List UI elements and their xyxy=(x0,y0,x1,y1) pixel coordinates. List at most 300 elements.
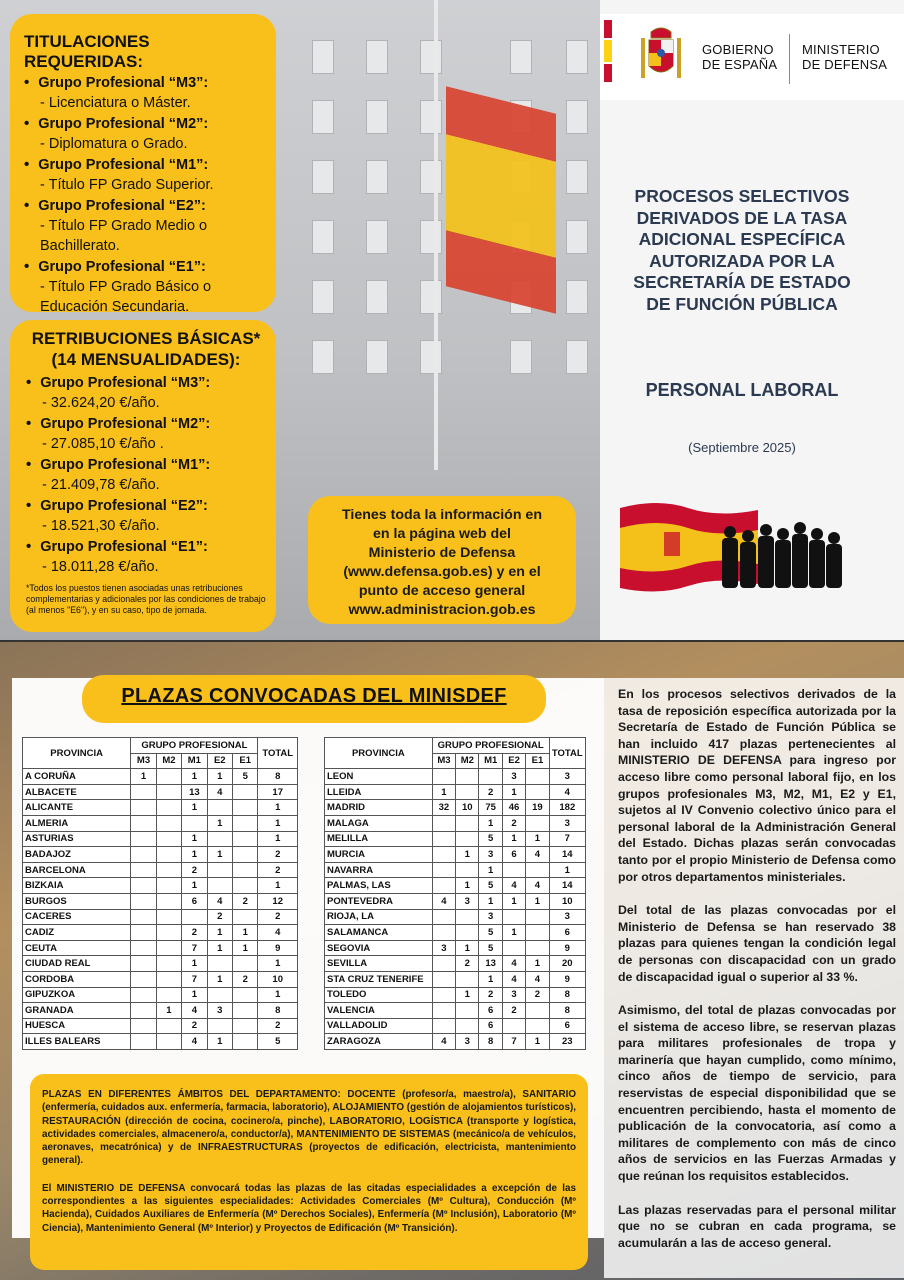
titulacion-value: - Título FP Grado Básico o xyxy=(40,279,212,295)
grupo-cell: 19 xyxy=(526,800,549,816)
building-window xyxy=(312,340,334,374)
grupo-cell xyxy=(432,971,455,987)
grupo-cell xyxy=(502,1018,525,1034)
grupo-cell xyxy=(131,815,156,831)
provincia-cell: SEGOVIA xyxy=(325,940,433,956)
total-cell: 1 xyxy=(258,987,298,1003)
grupo-cell: 3 xyxy=(502,769,525,785)
retribucion-value: - 32.624,20 €/año. xyxy=(42,395,160,411)
table-row xyxy=(23,956,298,972)
total-cell: 2 xyxy=(258,1018,298,1034)
grupo-cell xyxy=(233,815,258,831)
building-window xyxy=(366,40,388,74)
cover-title xyxy=(612,186,872,315)
table-row xyxy=(23,1018,298,1034)
building-window xyxy=(312,40,334,74)
grupo-cell: 1 xyxy=(207,1034,232,1050)
grupo-cell xyxy=(233,847,258,863)
grupo-cell: 1 xyxy=(479,893,502,909)
retribucion-value: - 18.521,30 €/año. xyxy=(42,518,160,534)
coat-of-arms-icon xyxy=(638,24,684,90)
ambitos-paragraph-1: PLAZAS EN DIFERENTES ÁMBITOS DEL DEPARTAMENTO: DOCENTE (profesor/a, maestro/a), SANITARIO (enfermería, cuidados aux. enfermería, farmacia, laboratorio), ALOJAMIENTO (gestión de alojamientos turísticos), RESTAURACIÓN (dirección de cocina, cocinero/a, pinche), LABORATORIO, LOGÍSTICA (transporte y logística, actividades comerciales, almacenero/a, conductor/a), MANTENIMIENTO DE SISTEMAS (mecánico/a de vehículos, aeronaves, mecatrónica) y de INFRAESTRUCTURAS (proyectos de edificación, electricista, mantenimiento general). xyxy=(42,1089,576,1167)
provincia-cell: CADIZ xyxy=(23,925,131,941)
provincia-cell: RIOJA, LA xyxy=(325,909,433,925)
table-row xyxy=(325,862,586,878)
titulaciones-list xyxy=(24,73,264,317)
retribucion-group: • Grupo Profesional “M3”: xyxy=(26,373,266,393)
col-e1: E1 xyxy=(233,753,258,769)
grupo-cell xyxy=(526,1018,549,1034)
grupo-cell: 2 xyxy=(479,987,502,1003)
retribuciones-note: *Todos los puestos tienen asociadas unas retribuciones complementarias y adicionales por las condiciones de trabajo (al menos "E6"), y en su caso, tipo de jornada. xyxy=(26,583,266,615)
col-m3: M3 xyxy=(131,753,156,769)
titulacion-value: Bachillerato. xyxy=(40,238,120,254)
table-row xyxy=(23,769,298,785)
grupo-cell xyxy=(131,847,156,863)
building-window xyxy=(312,100,334,134)
grupo-cell xyxy=(156,971,181,987)
table-row xyxy=(23,893,298,909)
provincia-cell: BIZKAIA xyxy=(23,878,131,894)
grupo-cell xyxy=(432,862,455,878)
table-row xyxy=(325,784,586,800)
grupo-cell: 2 xyxy=(207,909,232,925)
grupo-cell xyxy=(456,784,479,800)
grupo-cell: 1 xyxy=(182,987,207,1003)
grupo-cell xyxy=(233,831,258,847)
titulacion-group: • Grupo Profesional “E1”: xyxy=(24,257,264,277)
espana-label: DE ESPAÑA xyxy=(702,57,778,72)
grupo-cell: 4 xyxy=(526,847,549,863)
grupo-cell: 1 xyxy=(479,971,502,987)
grupo-cell: 1 xyxy=(479,815,502,831)
grupo-cell: 1 xyxy=(432,784,455,800)
grupo-cell: 6 xyxy=(479,1003,502,1019)
grupo-cell xyxy=(432,1018,455,1034)
grupo-cell: 1 xyxy=(233,940,258,956)
table-row xyxy=(325,769,586,785)
grupo-cell: 13 xyxy=(182,784,207,800)
grupo-cell xyxy=(131,956,156,972)
total-cell: 9 xyxy=(258,940,298,956)
retribuciones-list xyxy=(26,373,266,577)
building-window xyxy=(510,40,532,74)
total-cell: 17 xyxy=(258,784,298,800)
cover-title-line: ADICIONAL ESPECÍFICA xyxy=(638,229,846,249)
grupo-cell: 4 xyxy=(207,893,232,909)
grupo-cell: 1 xyxy=(156,1003,181,1019)
grupo-cell: 75 xyxy=(479,800,502,816)
titulacion-group: • Grupo Profesional “M2”: xyxy=(24,114,264,134)
table-row xyxy=(325,987,586,1003)
grupo-cell xyxy=(456,1018,479,1034)
grupo-cell xyxy=(207,1018,232,1034)
info-line: Ministerio de Defensa xyxy=(368,545,516,561)
grupo-cell: 4 xyxy=(432,1034,455,1050)
building-window xyxy=(420,40,442,74)
flag-people-illustration xyxy=(618,498,850,598)
provincia-cell: ALMERIA xyxy=(23,815,131,831)
cover-subtitle: PERSONAL LABORAL xyxy=(645,380,839,400)
table-row xyxy=(325,1034,586,1050)
total-cell: 8 xyxy=(549,1003,585,1019)
info-line-administracion-link[interactable]: www.administracion.gob.es xyxy=(348,602,536,618)
grupo-cell: 1 xyxy=(182,800,207,816)
cover-title-line: PROCESOS SELECTIVOS xyxy=(634,186,850,206)
building-window xyxy=(366,340,388,374)
grupo-cell: 6 xyxy=(479,1018,502,1034)
grupo-cell xyxy=(456,769,479,785)
spain-flag-photo xyxy=(446,86,556,313)
provincia-cell: VALENCIA xyxy=(325,1003,433,1019)
col-e1: E1 xyxy=(526,753,549,769)
total-cell: 3 xyxy=(549,769,585,785)
info-box xyxy=(308,496,576,624)
provincia-cell: ILLES BALEARS xyxy=(23,1034,131,1050)
total-cell: 8 xyxy=(258,1003,298,1019)
provincia-cell: HUESCA xyxy=(23,1018,131,1034)
grupo-cell xyxy=(156,847,181,863)
grupo-cell: 4 xyxy=(182,1034,207,1050)
grupo-cell: 5 xyxy=(479,831,502,847)
grupo-cell xyxy=(526,769,549,785)
ministerio-label: MINISTERIO xyxy=(802,42,880,57)
gobierno-label: GOBIERNO xyxy=(702,42,774,57)
cover-title-line: DE FUNCIÓN PÚBLICA xyxy=(646,293,838,314)
titulaciones-header: TITULACIONES REQUERIDAS: xyxy=(24,32,150,71)
grupo-cell xyxy=(156,800,181,816)
total-cell: 3 xyxy=(549,815,585,831)
info-paragraph-4: Las plazas reservadas para el personal militar que no se cubran en cada programa, se acumularán a las de acceso general. xyxy=(618,1202,896,1250)
grupo-cell xyxy=(233,784,258,800)
total-cell: 23 xyxy=(549,1034,585,1050)
provincia-cell: MELILLA xyxy=(325,831,433,847)
table-row xyxy=(23,815,298,831)
grupo-cell xyxy=(156,893,181,909)
grupo-cell xyxy=(182,909,207,925)
cover-date: (Septiembre 2025) xyxy=(688,440,796,455)
cover-title-line: DERIVADOS DE LA TASA xyxy=(636,207,848,228)
grupo-cell xyxy=(131,1018,156,1034)
provincia-cell: LLEIDA xyxy=(325,784,433,800)
grupo-cell xyxy=(207,831,232,847)
provincia-cell: ASTURIAS xyxy=(23,831,131,847)
grupo-cell: 1 xyxy=(456,987,479,1003)
titulacion-group: • Grupo Profesional “M3”: xyxy=(24,73,264,93)
retribucion-value: - 18.011,28 €/año. xyxy=(42,559,159,575)
grupo-cell: 1 xyxy=(182,847,207,863)
grupo-cell: 7 xyxy=(502,1034,525,1050)
provincia-cell: LEON xyxy=(325,769,433,785)
grupo-cell xyxy=(233,1034,258,1050)
col-e2: E2 xyxy=(207,753,232,769)
grupo-cell xyxy=(207,878,232,894)
table-row xyxy=(325,800,586,816)
provincia-cell: NAVARRA xyxy=(325,862,433,878)
grupo-cell xyxy=(156,878,181,894)
total-cell: 10 xyxy=(258,971,298,987)
grupo-cell xyxy=(233,909,258,925)
provincia-cell: CORDOBA xyxy=(23,971,131,987)
table-row xyxy=(325,956,586,972)
total-cell: 9 xyxy=(549,940,585,956)
grupo-cell: 1 xyxy=(526,956,549,972)
titulaciones-box xyxy=(10,14,276,315)
grupo-cell xyxy=(456,909,479,925)
grupo-cell: 5 xyxy=(233,769,258,785)
table-row xyxy=(23,909,298,925)
defensa-label: DE DEFENSA xyxy=(802,57,888,72)
grupo-cell: 6 xyxy=(502,847,525,863)
provincia-cell: GRANADA xyxy=(23,1003,131,1019)
grupo-cell: 3 xyxy=(456,1034,479,1050)
grupo-cell: 2 xyxy=(502,1003,525,1019)
grupo-cell xyxy=(432,925,455,941)
grupo-cell xyxy=(131,925,156,941)
provincia-cell: VALLADOLID xyxy=(325,1018,433,1034)
plazas-section xyxy=(0,642,904,1280)
total-cell: 4 xyxy=(258,925,298,941)
grupo-cell xyxy=(131,831,156,847)
col-grupo-profesional: GRUPO PROFESIONAL xyxy=(432,738,549,754)
provincia-cell: BADAJOZ xyxy=(23,847,131,863)
grupo-cell xyxy=(456,815,479,831)
provincia-cell: SALAMANCA xyxy=(325,925,433,941)
grupo-cell xyxy=(432,987,455,1003)
provincia-cell: ALBACETE xyxy=(23,784,131,800)
grupo-cell: 3 xyxy=(479,909,502,925)
provincia-cell: STA CRUZ TENERIFE xyxy=(325,971,433,987)
total-cell: 2 xyxy=(258,909,298,925)
grupo-cell xyxy=(526,1003,549,1019)
titulacion-value: - Título FP Grado Medio o xyxy=(40,218,208,234)
provincia-cell: ZARAGOZA xyxy=(325,1034,433,1050)
grupo-cell: 1 xyxy=(207,815,232,831)
table-row xyxy=(325,878,586,894)
grupo-cell: 1 xyxy=(502,925,525,941)
grupo-cell xyxy=(233,862,258,878)
flag-stripe-yellow xyxy=(604,40,612,62)
building-window xyxy=(366,100,388,134)
grupo-cell xyxy=(156,1034,181,1050)
header-divider xyxy=(789,34,790,84)
grupo-cell xyxy=(156,909,181,925)
grupo-cell xyxy=(131,940,156,956)
total-cell: 1 xyxy=(258,831,298,847)
grupo-cell: 4 xyxy=(432,893,455,909)
provincia-cell: A CORUÑA xyxy=(23,769,131,785)
building-window xyxy=(312,160,334,194)
col-provincia: PROVINCIA xyxy=(325,738,433,769)
grupo-cell: 3 xyxy=(456,893,479,909)
provincia-cell: MALAGA xyxy=(325,815,433,831)
grupo-cell: 8 xyxy=(479,1034,502,1050)
grupo-cell xyxy=(233,987,258,1003)
plazas-title-box xyxy=(82,675,546,723)
provincia-cell: MURCIA xyxy=(325,847,433,863)
titulacion-value: - Título FP Grado Superior. xyxy=(40,177,214,193)
building-window xyxy=(510,340,532,374)
grupo-cell xyxy=(131,1003,156,1019)
grupo-cell xyxy=(526,925,549,941)
grupo-cell: 1 xyxy=(502,784,525,800)
grupo-cell xyxy=(233,956,258,972)
total-cell: 182 xyxy=(549,800,585,816)
cover-title-line: AUTORIZADA POR LA xyxy=(649,250,835,271)
grupo-cell: 1 xyxy=(502,893,525,909)
table-row xyxy=(23,940,298,956)
table-row xyxy=(325,815,586,831)
info-paragraph-3: Asimismo, del total de plazas convocadas por el sistema de acceso libre, se reservan plazas para militares profesionales de tropa y marinería que hayan cumplido, como mínimo, cinco años de tiempo de servicio, para reservistas de especial disponibilidad que se encuentren percibiendo, hasta el momento de publicación de la convocatoria, así como a militares de complemento con más de cinco años de servicios en las Fuerzas Armadas y que reúnan los requisitos establecidos. xyxy=(618,1003,896,1184)
grupo-cell: 1 xyxy=(479,862,502,878)
grupo-cell xyxy=(131,1034,156,1050)
grupo-cell: 10 xyxy=(456,800,479,816)
building-window xyxy=(566,40,588,74)
total-cell: 6 xyxy=(549,1018,585,1034)
grupo-cell xyxy=(131,800,156,816)
grupo-cell: 5 xyxy=(479,940,502,956)
building-window xyxy=(366,160,388,194)
table-row xyxy=(23,800,298,816)
total-cell: 1 xyxy=(549,862,585,878)
table-row xyxy=(23,847,298,863)
building-window xyxy=(420,220,442,254)
government-header xyxy=(600,14,904,100)
grupo-cell: 3 xyxy=(432,940,455,956)
building-window xyxy=(566,220,588,254)
grupo-cell xyxy=(131,784,156,800)
building-window xyxy=(312,280,334,314)
grupo-cell: 2 xyxy=(233,971,258,987)
provincia-cell: TOLEDO xyxy=(325,987,433,1003)
info-line-defensa-link[interactable]: (www.defensa.gob.es) y en el xyxy=(343,564,541,580)
grupo-cell xyxy=(432,831,455,847)
grupo-cell: 2 xyxy=(233,893,258,909)
grupo-cell xyxy=(233,878,258,894)
table-row xyxy=(325,909,586,925)
grupo-cell: 1 xyxy=(182,956,207,972)
building-window xyxy=(566,340,588,374)
provincia-cell: MADRID xyxy=(325,800,433,816)
total-cell: 1 xyxy=(258,800,298,816)
building-window xyxy=(420,280,442,314)
grupo-cell xyxy=(182,815,207,831)
total-cell: 2 xyxy=(258,862,298,878)
grupo-cell xyxy=(156,831,181,847)
info-paragraph-2: Del total de las plazas convocadas por el Ministerio de Defensa se han reservado 38 plazas para quienes tengan la condición legal de personas con discapacidad con un grado de discapacidad igual o superior al 33 %. xyxy=(618,903,896,984)
grupo-cell: 1 xyxy=(526,1034,549,1050)
plazas-table-right xyxy=(324,737,586,1050)
grupo-cell xyxy=(156,1018,181,1034)
total-cell: 12 xyxy=(258,893,298,909)
provincia-cell: CEUTA xyxy=(23,940,131,956)
grupo-cell: 1 xyxy=(207,847,232,863)
provincia-cell: ALICANTE xyxy=(23,800,131,816)
plazas-table-left xyxy=(22,737,298,1050)
grupo-cell: 1 xyxy=(526,893,549,909)
grupo-cell xyxy=(156,815,181,831)
provincia-cell: CACERES xyxy=(23,909,131,925)
provincia-cell: PONTEVEDRA xyxy=(325,893,433,909)
provincia-cell: SEVILLA xyxy=(325,956,433,972)
grupo-cell: 1 xyxy=(182,878,207,894)
grupo-cell: 1 xyxy=(207,971,232,987)
ambitos-box xyxy=(30,1074,588,1270)
grupo-cell xyxy=(156,784,181,800)
grupo-cell xyxy=(456,1003,479,1019)
info-line: punto de acceso general xyxy=(358,583,526,599)
grupo-cell xyxy=(432,878,455,894)
grupo-cell: 1 xyxy=(526,831,549,847)
grupo-cell xyxy=(233,800,258,816)
grupo-cell: 46 xyxy=(502,800,525,816)
retribuciones-box xyxy=(10,320,276,632)
grupo-cell xyxy=(432,909,455,925)
grupo-cell xyxy=(456,925,479,941)
info-line: Tienes toda la información en xyxy=(342,507,542,523)
grupo-cell xyxy=(526,940,549,956)
grupo-cell: 2 xyxy=(182,862,207,878)
col-provincia: PROVINCIA xyxy=(23,738,131,769)
grupo-cell: 6 xyxy=(182,893,207,909)
grupo-cell: 1 xyxy=(182,769,207,785)
grupo-cell xyxy=(156,940,181,956)
building-window xyxy=(366,220,388,254)
grupo-cell xyxy=(131,971,156,987)
building-window xyxy=(420,100,442,134)
retribuciones-header: RETRIBUCIONES BÁSICAS* xyxy=(31,329,261,348)
grupo-cell: 1 xyxy=(131,769,156,785)
grupo-cell xyxy=(131,878,156,894)
total-cell: 4 xyxy=(549,784,585,800)
grupo-cell: 4 xyxy=(182,1003,207,1019)
titulacion-value: Educación Secundaria. xyxy=(40,299,190,315)
table-row xyxy=(23,831,298,847)
grupo-cell: 2 xyxy=(456,956,479,972)
grupo-cell: 1 xyxy=(502,831,525,847)
grupo-cell: 7 xyxy=(182,971,207,987)
grupo-cell: 32 xyxy=(432,800,455,816)
building-window xyxy=(566,100,588,134)
grupo-cell xyxy=(502,940,525,956)
total-cell: 14 xyxy=(549,847,585,863)
building-window xyxy=(566,280,588,314)
total-cell: 1 xyxy=(258,956,298,972)
table-row xyxy=(23,971,298,987)
building-window xyxy=(312,220,334,254)
col-m2: M2 xyxy=(156,753,181,769)
table-row xyxy=(325,831,586,847)
grupo-cell xyxy=(207,956,232,972)
titulacion-group: • Grupo Profesional “E2”: xyxy=(24,196,264,216)
flagpole xyxy=(434,0,438,470)
retribucion-value: - 21.409,78 €/año. xyxy=(42,477,160,493)
grupo-cell: 1 xyxy=(182,831,207,847)
grupo-cell xyxy=(502,909,525,925)
table-row xyxy=(325,925,586,941)
total-cell: 9 xyxy=(549,971,585,987)
grupo-cell xyxy=(456,971,479,987)
total-cell: 5 xyxy=(258,1034,298,1050)
col-m1: M1 xyxy=(479,753,502,769)
table-row xyxy=(325,1018,586,1034)
retribuciones-subheader: (14 MENSUALIDADES): xyxy=(51,350,241,369)
grupo-cell: 1 xyxy=(207,769,232,785)
col-grupo-profesional: GRUPO PROFESIONAL xyxy=(131,738,258,754)
grupo-cell xyxy=(456,862,479,878)
grupo-cell: 4 xyxy=(526,878,549,894)
retribucion-group: • Grupo Profesional “E2”: xyxy=(26,496,266,516)
